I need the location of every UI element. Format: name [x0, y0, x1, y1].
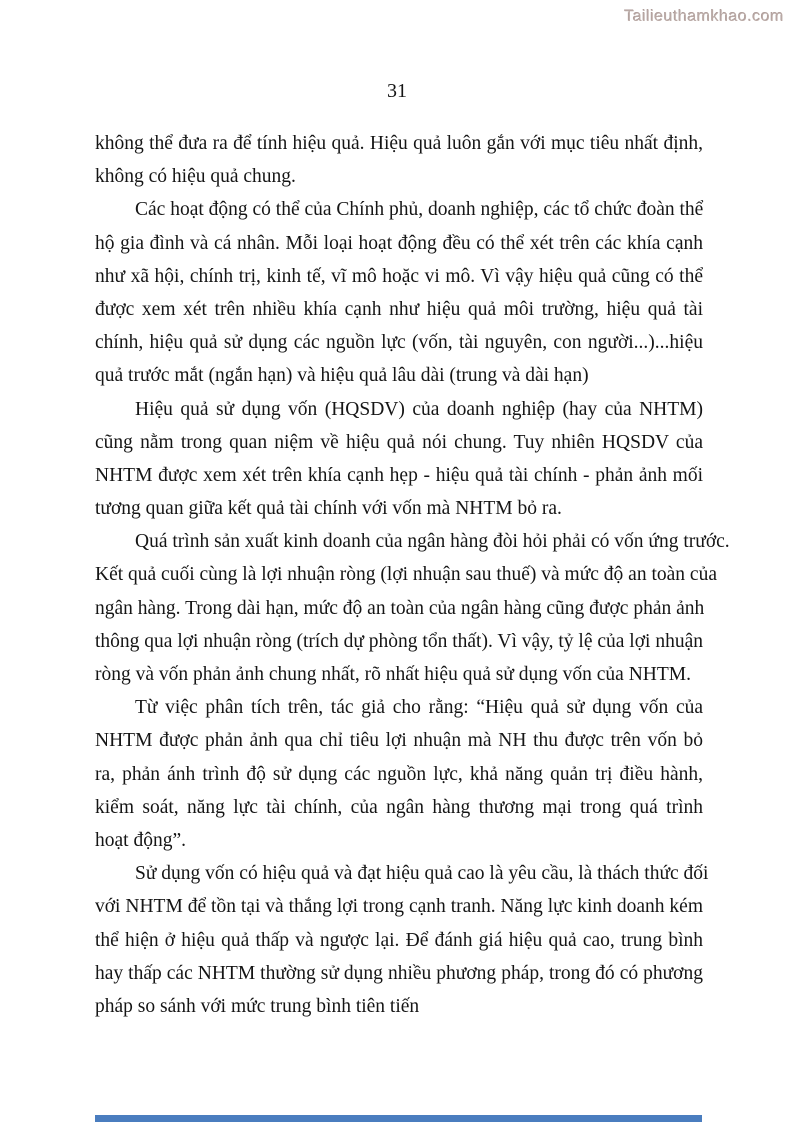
text-line: chính, hiệu quả sử dụng các nguồn lực (vốn, tài nguyên, con người...)...hiệu	[95, 332, 703, 354]
text-line: Sử dụng vốn có hiệu quả và đạt hiệu quả cao là yêu cầu, là thách thức đối	[135, 863, 709, 885]
text-line: Các hoạt động có thể của Chính phủ, doanh nghiệp, các tổ chức đoàn thể	[135, 199, 704, 221]
text-line: Kết quả cuối cùng là lợi nhuận ròng (lợi nhuận sau thuế) và mức độ an toàn của	[95, 564, 717, 586]
text-line: hộ gia đình và cá nhân. Mỗi loại hoạt động đều có thể xét trên các khía cạnh	[95, 232, 703, 254]
text-line: không thể đưa ra để tính hiệu quả. Hiệu quả luôn gắn với mục tiêu nhất định,	[95, 133, 703, 154]
text-line: pháp so sánh với mức trung bình tiên tiến	[95, 995, 420, 1017]
text-line: Từ việc phân tích trên, tác giả cho rằng: “Hiệu quả sử dụng vốn của	[135, 697, 703, 719]
text-line: không có hiệu quả chung.	[95, 166, 296, 188]
text-line: NHTM được phản ảnh qua chỉ tiêu lợi nhuận mà NH thu được trên vốn bỏ	[95, 730, 703, 752]
text-line: ròng và vốn phản ảnh chung nhất, rõ nhất hiệu quả sử dụng vốn của NHTM.	[95, 664, 691, 685]
text-line: tương quan giữa kết quả tài chính với vốn mà NHTM bỏ ra.	[95, 498, 562, 520]
text-line: với NHTM để tồn tại và thắng lợi trong cạnh tranh. Năng lực kinh doanh kém	[95, 896, 703, 918]
text-line: hay thấp các NHTM thường sử dụng nhiều phương pháp, trong đó có phương	[95, 962, 703, 984]
footer-accent-bar	[95, 1115, 702, 1122]
text-line: ra, phản ánh trình độ sử dụng các nguồn lực, khả năng quản trị điều hành,	[95, 763, 703, 785]
text-line: ngân hàng. Trong dài hạn, mức độ an toàn của ngân hàng cũng được phản ảnh	[95, 597, 705, 619]
text-line: thể hiện ở hiệu quả thấp và ngược lại. Để đánh giá hiệu quả cao, trung bình	[95, 929, 703, 951]
text-line: hoạt động”.	[95, 829, 186, 851]
page-number: 31	[387, 80, 407, 102]
text-line: NHTM được xem xét trên khía cạnh hẹp - hiệu quả tài chính - phản ảnh mối	[95, 464, 703, 486]
text-line: như xã hội, chính trị, kinh tế, vĩ mô hoặc vi mô. Vì vậy hiệu quả cũng có thể	[95, 265, 703, 287]
text-line: Hiệu quả sử dụng vốn (HQSDV) của doanh nghiệp (hay của NHTM)	[135, 398, 703, 420]
text-line: kiểm soát, năng lực tài chính, của ngân hàng thương mại trong quá trình	[95, 796, 703, 818]
text-line: thông qua lợi nhuận ròng (trích dự phòng tổn thất). Vì vậy, tỷ lệ của lợi nhuận	[95, 630, 703, 652]
watermark: Tailieuthamkhao.com	[624, 8, 784, 25]
text-line: Quá trình sản xuất kinh doanh của ngân hàng đòi hỏi phải có vốn ứng trước.	[135, 531, 730, 553]
text-line: quả trước mắt (ngắn hạn) và hiệu quả lâu dài (trung và dài hạn)	[95, 365, 589, 387]
body-text	[95, 127, 730, 1023]
text-line: được xem xét trên nhiều khía cạnh như hiệu quả môi trường, hiệu quả tài	[95, 298, 703, 320]
text-line: cũng nằm trong quan niệm về hiệu quả nói chung. Tuy nhiên HQSDV của	[95, 431, 703, 453]
